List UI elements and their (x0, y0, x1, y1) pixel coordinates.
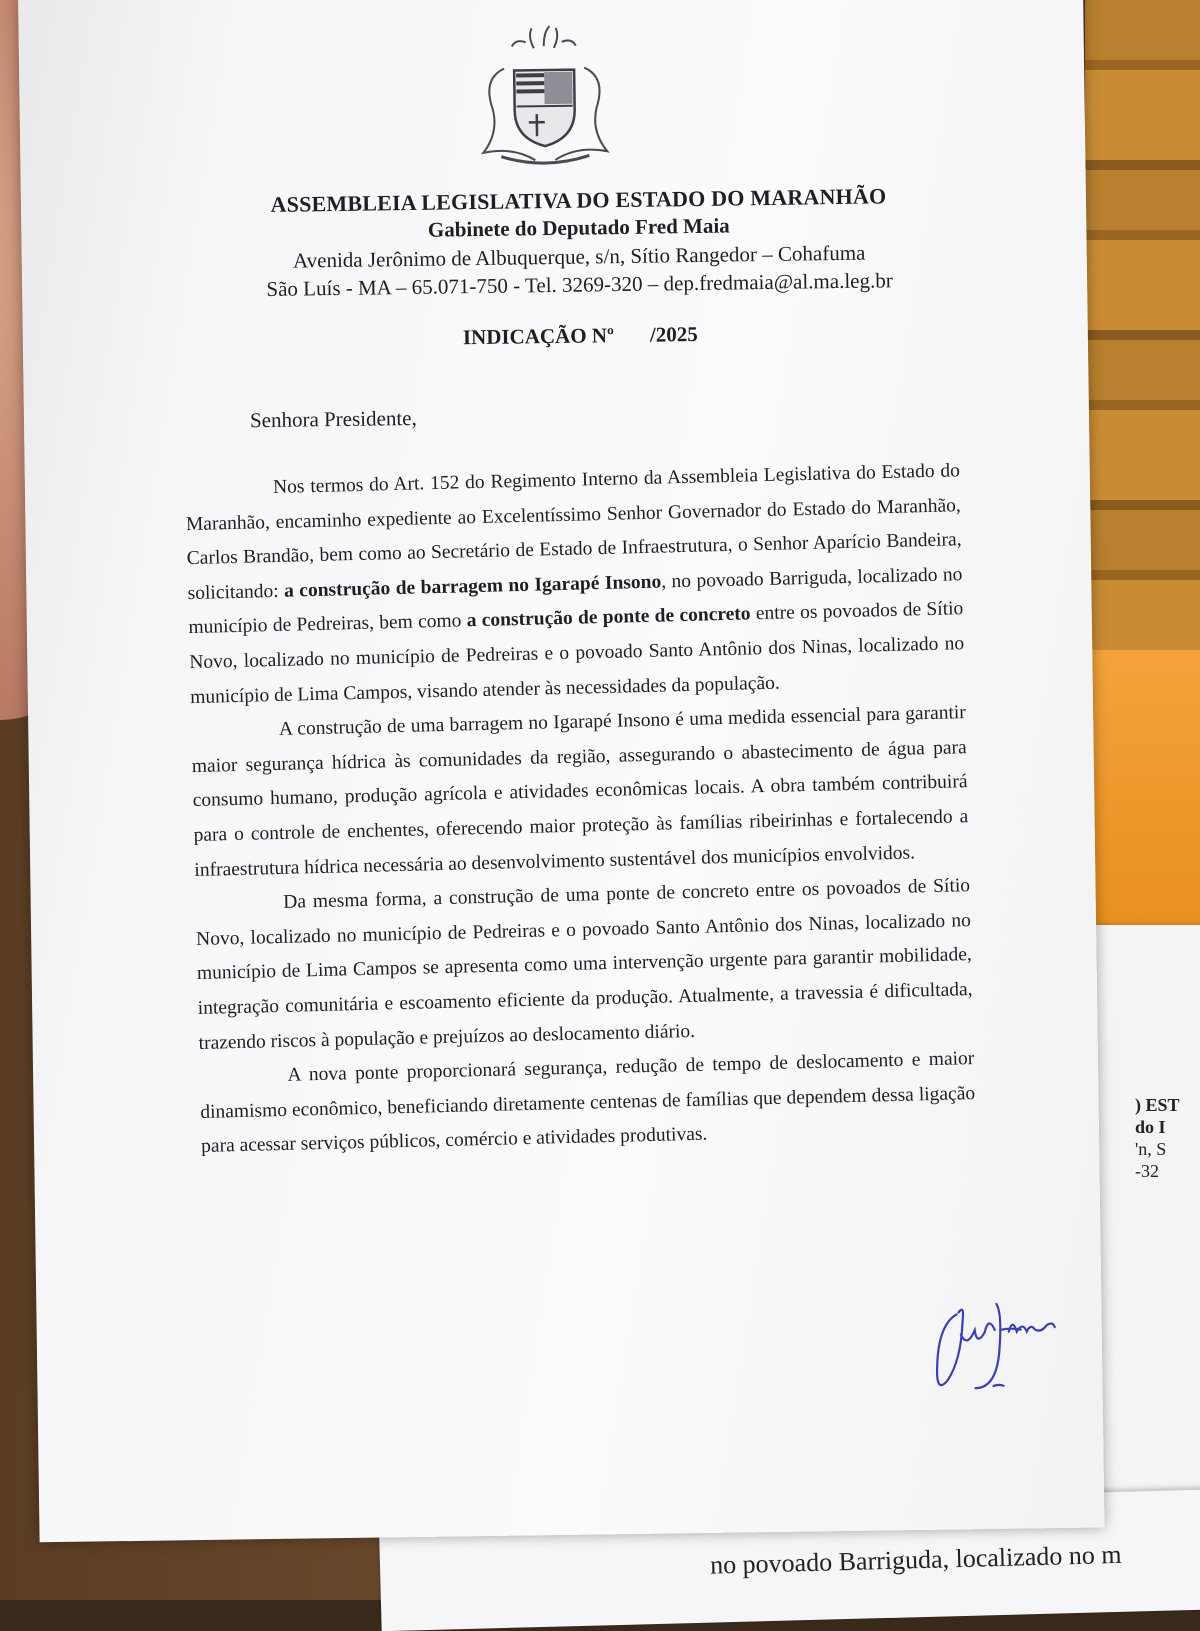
wooden-shelf (1085, 0, 1200, 660)
indication-number: /2025 (649, 321, 698, 347)
coat-of-arms-icon (463, 17, 625, 169)
salutation: Senhora Presidente, (249, 405, 417, 433)
office-name: Gabinete do Deputado Fred Maia (427, 213, 730, 242)
paragraph-1-text-a: Nos termos do Art. 152 do Regimento Interno da Assembleia Legislativa do Estado do Maranhão, encaminho expediente ao Excelentíssimo Senhor Governador do Estado do Maranhão, Carlos Brandão, bem como ao Secretário de Estado de Infraestrutura, o Senhor Aparício Bandeira, solicitando: (185, 460, 962, 604)
background-text: -32 (1135, 1161, 1159, 1181)
paragraph-1-bold-request-bridge: a construção de ponte de concreto (466, 603, 751, 632)
indication-title (73, 317, 1088, 356)
background-text: ) EST (1135, 1095, 1180, 1115)
paragraph-3: Da mesma forma, a construção de uma ponte de concreto entre os povoados de Sítio Novo, localizado no município de Pedreiras e o povoado Santo Antônio dos Ninas, localizado no município de Lima Campos se apresenta como uma intervenção urgente para garantir mobilidade, integração comunitária e escoamento eficiente da produção. Atualmente, a travessia é dificultada, trazendo riscos à população e prejuízos ao deslocamento diário. (195, 875, 973, 1054)
background-text: do I (1135, 1117, 1166, 1137)
institution-name: ASSEMBLEIA LEGISLATIVA DO ESTADO DO MARANHÃO (270, 183, 887, 217)
paragraph-4: A nova ponte proporcionará segurança, redução de tempo de deslocamento e maior dinamismo econômico, beneficiando diretamente centenas de famílias que dependem dessa ligação para acessar serviços públicos, comércio e atividades produtivas. (200, 1048, 976, 1158)
document-sheet (18, 0, 1104, 1542)
indication-label: INDICAÇÃO Nº (462, 323, 615, 350)
office-contact: São Luís - MA – 65.071-750 - Tel. 3269-320 – dep.fredmaia@al.ma.leg.br (266, 268, 893, 301)
background-text: no povoado Barriguda, localizado no m (709, 1539, 1122, 1580)
office-address: Avenida Jerônimo de Albuquerque, s/n, Sítio Rangedor – Cohafuma (292, 240, 866, 273)
document-body (185, 454, 977, 1165)
paragraph-2: A construção de uma barragem no Igarapé Insono é uma medida essencial para garantir maior segurança hídrica às comunidades da região, assegurando o abastecimento de água para consumo humano, produção agrícola e atividades econômicas locais. A obra também contribuirá para o controle de enchentes, oferecendo maior proteção às famílias ribeirinhas e fortalecendo a infraestrutura hídrica necessária ao desenvolvimento sustentável dos municípios envolvidos. (191, 702, 969, 881)
handwritten-signature (916, 1272, 1138, 1405)
paragraph-1-text-b: , no povoado Barriguda, localizado no município de Pedreiras, bem como (188, 563, 963, 639)
background-text: 'n, S (1135, 1139, 1167, 1159)
background-paper-right (1095, 925, 1200, 1545)
paragraph-1-text-c: entre os povoados de Sítio Novo, localizado no município de Pedreiras e o povoado Santo Antônio dos Ninas, localizado no município de Lima Campos, visando atender às necessidades da população. (189, 598, 965, 708)
paragraph-1 (185, 454, 966, 715)
paragraph-1-bold-request-dam: a construção de barragem no Igarapé Insono (283, 571, 662, 602)
